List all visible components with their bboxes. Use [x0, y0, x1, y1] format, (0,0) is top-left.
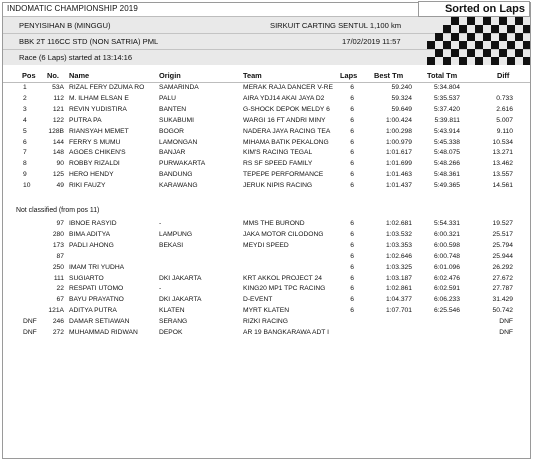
cell-team: KING20 MP1 TPC RACING [243, 285, 326, 293]
cell-name: MUHAMMAD RIDWAN [69, 329, 138, 336]
cell-laps: 6 [350, 105, 354, 113]
cell-origin: PALU [159, 94, 176, 102]
table-row [3, 170, 530, 180]
cell-name: ADITYA PUTRA [69, 307, 117, 315]
cell-laps: 6 [350, 149, 354, 157]
cell-no: 53A [52, 84, 64, 91]
col-total: Total Tm [427, 71, 458, 80]
not-classified-label: Not classified (from pos 11) [16, 207, 100, 214]
cell-no: 87 [56, 252, 64, 260]
cell-no: 272 [52, 329, 64, 336]
cell-no: 148 [52, 149, 64, 157]
cell-best: 1:00.298 [385, 127, 412, 135]
cell-origin: BEKASI [159, 241, 184, 249]
cell-name: RIANSYAH MEMET [69, 127, 129, 135]
table-row [3, 105, 530, 115]
cell-laps: 6 [350, 252, 354, 260]
cell-name: FERRY S MUMU [69, 138, 121, 146]
cell-name: SUGIARTO [69, 274, 104, 282]
col-diff: Diff [497, 71, 510, 80]
cell-team: MYRT KLATEN [243, 307, 290, 315]
cell-name: AGOES CHIKEN'S [69, 149, 126, 157]
cell-origin: PURWAKARTA [159, 160, 206, 168]
table-row [3, 181, 530, 191]
cell-team: MERAK RAJA DANCER V-RE [243, 84, 333, 91]
table-row [3, 127, 530, 137]
cell-name: RIZAL FERY DZUMA RO [69, 84, 145, 91]
cell-no: 250 [52, 263, 64, 271]
cell-total: 5:39.811 [434, 116, 460, 124]
cell-no: 128B [48, 127, 64, 135]
cell-name: RESPATI UTOMO [69, 285, 124, 293]
cell-diff: 31.429 [492, 296, 513, 304]
col-laps: Laps [340, 71, 358, 80]
cell-pos: 5 [23, 127, 27, 135]
cell-name: IBNOE RASYID [69, 220, 117, 227]
cell-total: 5:49.365 [433, 182, 460, 190]
cell-best: 59.649 [391, 105, 412, 113]
cell-origin: BANJAR [159, 149, 186, 157]
cell-no: 112 [53, 94, 64, 102]
cell-pos: 8 [23, 160, 27, 168]
cell-origin: SAMARINDA [159, 84, 199, 91]
cell-diff: 14.561 [492, 182, 513, 190]
cell-best: 59.240 [391, 84, 412, 91]
cell-pos: DNF [23, 318, 37, 326]
cell-best: 1:01.463 [385, 171, 412, 179]
cell-pos: 3 [23, 105, 27, 113]
cell-name: HERO HENDY [69, 171, 114, 179]
cell-total: 6:00.748 [433, 252, 460, 260]
checkered-flag-icon [403, 17, 530, 65]
cell-best: 1:03.532 [385, 230, 412, 238]
table-row [3, 295, 530, 305]
cell-origin: LAMONGAN [159, 138, 198, 146]
cell-laps: 6 [350, 94, 354, 102]
cell-team: NADERA JAYA RACING TEA [243, 127, 331, 135]
cell-origin: DKI JAKARTA [159, 296, 202, 304]
cell-total: 6:00.598 [433, 241, 460, 249]
cell-pos: 7 [23, 149, 27, 157]
table-row [3, 116, 530, 126]
cell-laps: 6 [350, 138, 354, 146]
cell-best: 1:01.437 [385, 182, 412, 190]
race-info: Race (6 Laps) started at 13:14:16 [19, 53, 133, 62]
cell-pos: 1 [23, 84, 27, 91]
cell-no: 122 [52, 116, 64, 124]
cell-pos: 2 [23, 94, 27, 102]
table-row [3, 317, 530, 327]
cell-diff: 2.616 [496, 105, 513, 113]
table-row [3, 230, 530, 240]
col-team: Team [243, 71, 262, 80]
cell-total: 6:02.476 [433, 274, 460, 282]
cell-diff: 13.462 [492, 160, 513, 168]
cell-best: 1:02.861 [385, 285, 412, 293]
cell-origin: BANTEN [159, 105, 187, 113]
cell-pos: 9 [23, 171, 27, 179]
table-row [3, 284, 530, 294]
cell-diff: DNF [499, 318, 513, 326]
cell-total: 5:45.338 [433, 138, 460, 146]
column-header-row [3, 70, 530, 83]
cell-total: 6:00.321 [433, 230, 460, 238]
cell-origin: BANDUNG [159, 171, 193, 179]
cell-name: ROBBY RIZALDI [69, 160, 120, 168]
title-bar [3, 3, 530, 17]
cell-laps: 6 [350, 230, 354, 238]
cell-best: 1:03.187 [385, 274, 412, 282]
cell-name: BAYU PRAYATNO [69, 296, 124, 304]
sort-label: Sorted on Laps [444, 3, 525, 15]
cell-total: 5:48.075 [433, 149, 460, 157]
sorted-box [418, 1, 530, 17]
col-origin: Origin [159, 71, 181, 80]
table-row [3, 159, 530, 169]
cell-diff: 5.007 [496, 116, 513, 124]
col-name: Name [69, 71, 90, 80]
cell-diff: 10.534 [492, 138, 513, 146]
cell-team: AR 19 BANGKARAWA ADT I [243, 329, 329, 336]
cell-name: IMAM TRI YUDHA [69, 263, 125, 271]
table-row [3, 328, 530, 338]
cell-origin: DKI JAKARTA [159, 274, 202, 282]
event-title: INDOMATIC CHAMPIONSHIP 2019 [7, 4, 138, 13]
cell-no: 90 [56, 160, 64, 168]
cell-total: 5:43.914 [433, 127, 460, 135]
cell-best: 59.324 [391, 94, 412, 102]
cell-no: 144 [52, 138, 64, 146]
cell-origin: - [159, 285, 162, 293]
cell-origin: DEPOK [159, 329, 183, 336]
cell-team: KIM'S RACING TEGAL [243, 149, 313, 157]
cell-best: 1:03.353 [385, 241, 412, 249]
cell-laps: 6 [350, 160, 354, 168]
cell-total: 5:35.537 [433, 94, 460, 102]
cell-pos: DNF [23, 329, 37, 336]
table-row [3, 138, 530, 148]
cell-no: 173 [52, 241, 64, 249]
cell-laps: 6 [350, 241, 354, 249]
cell-diff: 9.110 [496, 127, 513, 135]
cell-origin: KARAWANG [159, 182, 198, 190]
cell-best: 1:02.646 [385, 252, 412, 260]
cell-name: DAMAR SETIAWAN [69, 318, 130, 326]
cell-best: 1:00.979 [385, 138, 412, 146]
circuit-name: SIRKUIT CARTING SENTUL 1,100 km [270, 21, 402, 30]
col-no: No. [47, 71, 59, 80]
cell-no: 22 [56, 285, 64, 293]
col-best: Best Tm [374, 71, 404, 80]
cell-team: TEPEPE PERFORMANCE [243, 171, 324, 179]
cell-total: 5:34.804 [433, 84, 460, 91]
cell-pos: 6 [23, 138, 27, 146]
cell-no: 246 [52, 318, 64, 326]
cell-no: 111 [53, 274, 64, 282]
cell-laps: 6 [350, 116, 354, 124]
cell-best: 1:03.325 [385, 263, 412, 271]
cell-total: 6:06.233 [433, 296, 460, 304]
cell-team: MEYDI SPEED [243, 241, 289, 249]
cell-team: WARGI 16 FT ANDRI MINY [243, 116, 326, 124]
cell-laps: 6 [350, 182, 354, 190]
cell-diff: DNF [499, 329, 513, 336]
cell-total: 5:37.420 [433, 105, 460, 113]
cell-diff: 0.733 [496, 94, 513, 102]
cell-best: 1:01.699 [385, 160, 412, 168]
cell-diff: 25.794 [492, 241, 513, 249]
cell-diff: 13.271 [492, 149, 513, 157]
cell-name: REVIN YUDISTIRA [69, 105, 127, 113]
cell-diff: 27.672 [492, 274, 513, 282]
cell-team: KRT AKKOL PROJECT 24 [243, 274, 322, 282]
table-row [3, 83, 530, 93]
cell-no: 280 [52, 230, 64, 238]
cell-name: PADLI AHONG [69, 241, 114, 249]
cell-best: 1:00.424 [385, 116, 412, 124]
cell-laps: 6 [350, 307, 354, 315]
cell-origin: SUKABUMI [159, 116, 194, 124]
cell-laps: 6 [350, 84, 354, 91]
col-pos: Pos [22, 71, 36, 80]
cell-best: 1:02.681 [385, 220, 412, 227]
cell-no: 125 [52, 171, 64, 179]
table-row [3, 94, 530, 104]
cell-name: PUTRA PA [69, 116, 102, 124]
cell-team: RIZKI RACING [243, 318, 288, 326]
race-datetime: 17/02/2019 11:57 [342, 37, 401, 46]
table-row [3, 241, 530, 251]
cell-total: 6:02.591 [433, 285, 460, 293]
table-row [3, 263, 530, 273]
cell-origin: LAMPUNG [159, 230, 193, 238]
cell-name: RIKI FAUZY [69, 182, 106, 190]
cell-origin: SERANG [159, 318, 188, 326]
cell-origin: KLATEN [159, 307, 185, 315]
cell-name: BIMA ADITYA [69, 230, 111, 238]
cell-diff: 26.292 [492, 263, 513, 271]
session-name: PENYISIHAN B (MINGGU) [19, 21, 111, 30]
cell-team: AIRA YDJ14 AKAI JAYA D2 [243, 94, 325, 102]
cell-diff: 19.527 [492, 220, 513, 227]
cell-best: 1:04.377 [385, 296, 412, 304]
cell-name: M. ILHAM ELSAN E [69, 94, 129, 102]
cell-pos: 10 [23, 182, 31, 190]
cell-diff: 25.944 [492, 252, 513, 260]
cell-no: 49 [56, 182, 64, 190]
cell-total: 5:48.266 [433, 160, 460, 168]
cell-team: RS SF SPEED FAMILY [243, 160, 313, 168]
table-row [3, 148, 530, 158]
cell-total: 5:48.361 [433, 171, 460, 179]
cell-best: 1:01.617 [385, 149, 412, 157]
cell-team: MMS THE BUROND [243, 220, 305, 227]
table-row [3, 306, 530, 316]
cell-no: 121 [52, 105, 64, 113]
cell-laps: 6 [350, 263, 354, 271]
cell-laps: 6 [350, 127, 354, 135]
cell-diff: 50.742 [492, 307, 513, 315]
cell-laps: 6 [350, 274, 354, 282]
cell-total: 5:54.331 [433, 220, 460, 227]
cell-team: G-SHOCK DEPOK MELDY 6 [243, 105, 330, 113]
cell-laps: 6 [350, 171, 354, 179]
cell-diff: 13.557 [492, 171, 513, 179]
cell-total: 6:01.096 [433, 263, 460, 271]
cell-total: 6:25.546 [433, 307, 460, 315]
cell-diff: 25.517 [492, 230, 513, 238]
cell-no: 97 [56, 220, 64, 227]
cell-pos: 4 [23, 116, 27, 124]
table-row [3, 252, 530, 262]
table-row [3, 219, 530, 229]
cell-team: MIHAMA BATIK PEKALONG [243, 138, 329, 146]
cell-team: D-EVENT [243, 296, 273, 304]
cell-laps: 6 [350, 285, 354, 293]
cell-origin: - [159, 220, 162, 227]
table-row [3, 274, 530, 284]
cell-laps: 6 [350, 296, 354, 304]
race-header [3, 17, 530, 65]
cell-origin: BOGOR [159, 127, 184, 135]
class-name: BBK 2T 116CC STD (NON SATRIA) PML [19, 37, 159, 46]
cell-laps: 6 [350, 220, 354, 227]
cell-team: JAKA MOTOR CILODONG [243, 230, 324, 238]
cell-diff: 27.787 [492, 285, 513, 293]
cell-no: 67 [56, 296, 64, 304]
cell-best: 1:07.701 [385, 307, 412, 315]
cell-no: 121A [48, 307, 64, 315]
cell-team: JERUK NIPIS RACING [243, 182, 313, 190]
